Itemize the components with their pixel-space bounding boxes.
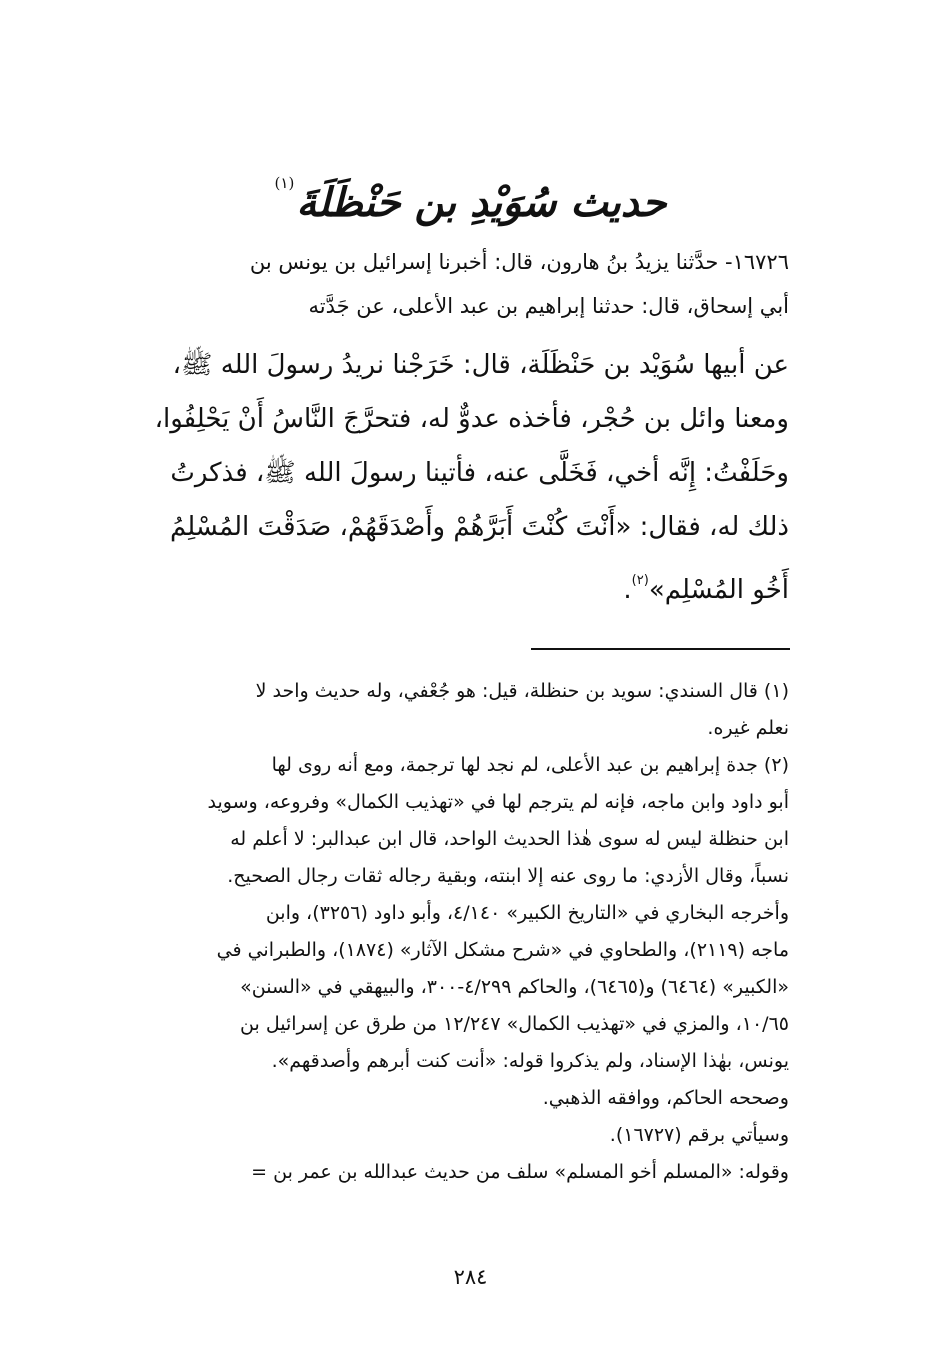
- hadith-text-line: ذلك له، فقال: «أَنْتَ كُنْتَ أَبَرَّهُمْ وأَصْدَقَهُمْ، صَدَقْتَ المُسْلِمُ: [170, 512, 789, 542]
- footnotes: [84, 673, 789, 1191]
- footnote-line: (١) قال السندي: سويد بن حنظلة، قيل: هو جُعْفي، وله حديث واحد لا: [255, 680, 789, 702]
- footnote-line: وسيأتي برقم (١٦٧٢٧).: [609, 1124, 789, 1146]
- hadith-text-last-line: [84, 554, 789, 617]
- footnote-divider: [531, 648, 790, 650]
- page-number: ٢٨٤: [453, 1265, 488, 1289]
- hadith-text-line: وحَلَفْتُ: إِنَّه أخي، فَخَلَّى عنه، فأتينا رسولَ الله ﷺ، فذكرتُ: [170, 458, 789, 488]
- chapter-title-text: حديث سُوَيْدِ بن حَنْظَلَةَ: [296, 179, 667, 226]
- hadith-text: [84, 338, 789, 617]
- footnote-line: ابن حنظلة ليس له سوى هٰذا الحديث الواحد، قال ابن عبدالبر: لا أعلم له: [230, 828, 789, 850]
- footnote-line: نعلم غيره.: [707, 717, 789, 739]
- footnote-line: «الكبير» (٦٤٦٤) و(٦٤٦٥)، والحاكم ٤/٢٩٩-٣٠٠، والبيهقي في «السنن»: [240, 976, 789, 998]
- footnote-line: نسباً، وقال الأزدي: ما روى عنه إلا ابنته، وبقية رجاله ثقات رجال الصحيح.: [227, 865, 789, 887]
- footnote-line: أبو داود وابن ماجه، فإنه لم يترجم لها في «تهذيب الكمال» وفروعه، وسويد: [207, 791, 789, 813]
- footnote-line: وصححه الحاكم، ووافقه الذهبي.: [542, 1087, 789, 1109]
- footnote-line: يونس، بهٰذا الإسناد، ولم يذكروا قوله: «أنت كنت أبرهم وأصدقهم».: [271, 1050, 789, 1072]
- footnote-line: ١٠/٦٥، والمزي في «تهذيب الكمال» ١٢/٢٤٧ من طرق عن إسرائيل بن: [240, 1013, 789, 1035]
- chapter-title: [0, 148, 941, 238]
- hadith-text-line: أَخُو المُسْلِم»: [648, 575, 789, 605]
- title-footnote-mark: (١): [274, 174, 295, 192]
- footnote-line: وأخرجه البخاري في «التاريخ الكبير» ٤/١٤٠، وأبو داود (٣٢٥٦)، وابن: [265, 902, 789, 924]
- footnote-line: وقوله: «المسلم أخو المسلم» سلف من حديث عبدالله بن عمر بن =: [251, 1161, 789, 1183]
- hadith-end-punct: .: [623, 575, 632, 605]
- hadith-text-line: عن أبيها سُوَيْد بن حَنْظَلَة، قال: خَرَجْنا نريدُ رسولَ الله ﷺ،: [172, 350, 789, 380]
- hadith-chain-line: أبي إسحاق، قال: حدثنا إبراهيم بن عبد الأعلى، عن جَدَّته: [308, 294, 789, 318]
- footnote-line: ماجه (٢١١٩)، والطحاوي في «شرح مشكل الآثار» (١٨٧٤)، والطبراني في: [216, 939, 789, 961]
- hadith-chain-line: ١٦٧٢٦- حدَّثنا يزيدُ بنُ هارون، قال: أخبرنا إسرائيل بن يونس بن: [249, 250, 789, 274]
- hadith-footnote-mark: (٢): [631, 573, 649, 588]
- hadith-text-line: ومعنا وائل بن حُجْر، فأخذه عدوٌّ له، فتحرَّجَ النَّاسُ أَنْ يَحْلِفُوا،: [154, 404, 789, 434]
- footnote-line: (٢) جدة إبراهيم بن عبد الأعلى، لم نجد لها ترجمة، ومع أنه روى لها: [271, 754, 789, 776]
- hadith-chain: [84, 240, 789, 328]
